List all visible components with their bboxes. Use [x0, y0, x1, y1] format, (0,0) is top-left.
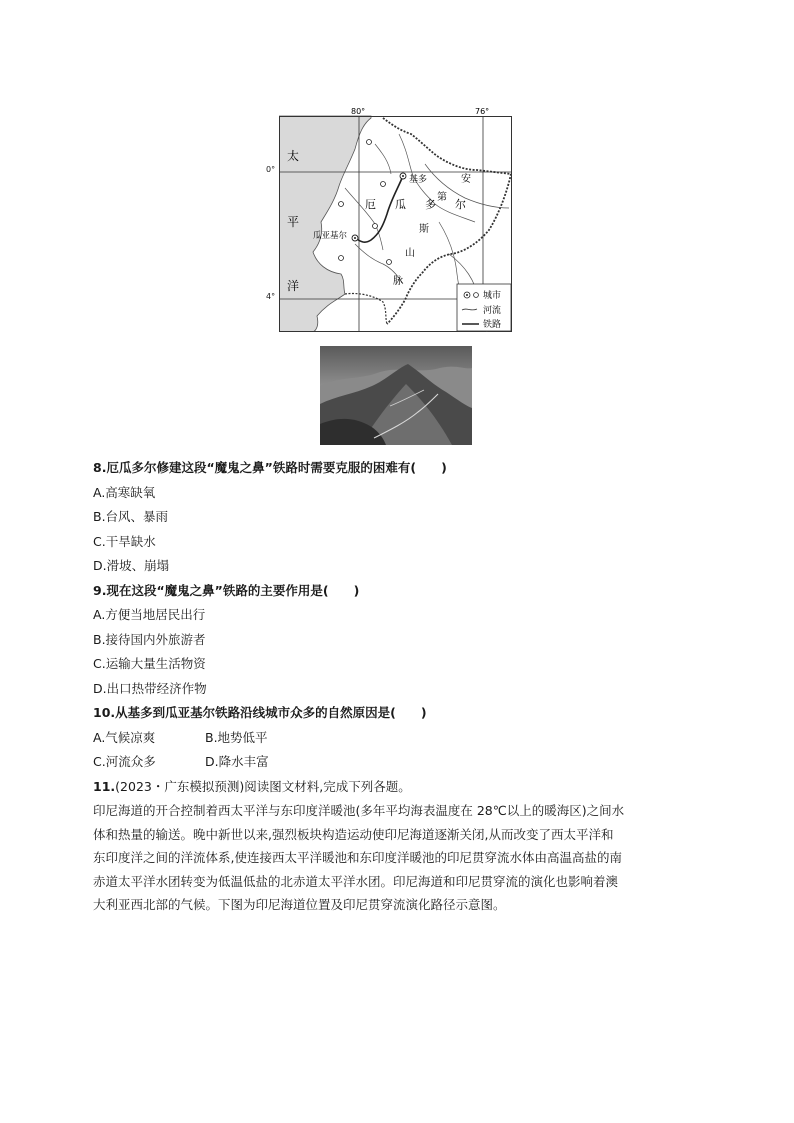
- option-10d: D.降水丰富: [205, 754, 269, 769]
- paragraph-line: 东印度洋之间的洋流体系,使连接西太平洋暖池和东印度洋暖池的印尼贯穿流水体由高温高盐的南: [93, 850, 622, 865]
- option-9c: C.运输大量生活物资: [93, 656, 206, 671]
- ocean-label-char: 平: [287, 215, 300, 229]
- option-10a: A.气候凉爽: [93, 729, 156, 745]
- mountain-label-char: 山: [405, 248, 415, 259]
- legend-label-river: 河流: [483, 306, 502, 316]
- question-number: 11.: [93, 778, 116, 794]
- country-label-char: 尔: [455, 198, 466, 211]
- legend-label-railway: 铁路: [483, 320, 502, 330]
- paragraph-line: 印尼海道的开合控制着西太平洋与东印度洋暖池(多年平均海表温度在 28℃以上的暖海区)之间水: [93, 803, 625, 818]
- ocean-label-char: 太: [287, 149, 300, 163]
- question-10: [93, 701, 733, 726]
- question-text: 从基多到瓜亚基尔铁路沿线城市众多的自然原因是( ): [115, 705, 427, 720]
- option-8a: A.高寒缺氧: [93, 484, 156, 500]
- question-text: 现在这段“魔鬼之鼻”铁路的主要作用是( ): [106, 582, 360, 598]
- lat-label-4: 4°: [266, 292, 276, 301]
- country-label-char: 多: [425, 198, 436, 211]
- question-number: 9.: [93, 582, 107, 598]
- question-number: 10.: [93, 705, 116, 720]
- question-11: [93, 775, 733, 800]
- option-10c: C.河流众多: [93, 754, 156, 769]
- legend-label-city: 城市: [483, 291, 502, 301]
- paragraph-line: 大利亚西北部的气候。下图为印尼海道位置及印尼贯穿流演化路径示意图。: [93, 897, 506, 912]
- mountain-label-char: 第: [437, 192, 447, 203]
- option-9b: B.接待国内外旅游者: [93, 631, 206, 647]
- question-8: [93, 456, 733, 481]
- lat-label-0: 0°: [266, 165, 276, 174]
- paragraph-line: 体和热量的输送。晚中新世以来,强烈板块构造运动使印尼海道逐渐关闭,从而改变了西太平洋和: [93, 826, 614, 842]
- mountain-label-char: 安: [461, 174, 471, 185]
- material-paragraph: [93, 799, 733, 917]
- option-row: [93, 750, 733, 775]
- question-9: [93, 579, 733, 604]
- lon-label-76: 76°: [475, 107, 490, 116]
- map-svg: [279, 104, 512, 332]
- mountain-railway-photo: [320, 346, 472, 445]
- option-8b: B.台风、暴雨: [93, 509, 169, 524]
- river-line: [375, 144, 391, 174]
- option-9d: D.出口热带经济作物: [93, 680, 207, 696]
- lon-label-80: 80°: [351, 107, 366, 116]
- mountain-label-char: 斯: [419, 224, 429, 235]
- question-list: [93, 456, 733, 917]
- river-line: [345, 188, 383, 250]
- option-row: [93, 726, 733, 751]
- mountain-label-char: 脉: [393, 276, 403, 287]
- option-10b: B.地势低平: [205, 729, 268, 745]
- city-label-guayaquil: 瓜亚基尔: [313, 231, 348, 241]
- question-text: 厄瓜多尔修建这段“魔鬼之鼻”铁路时需要克服的困难有( ): [106, 460, 447, 475]
- option-8c: C.干旱缺水: [93, 533, 156, 549]
- country-label-char: 厄: [365, 198, 376, 211]
- question-intro: (2023・广东模拟预测)阅读图文材料,完成下列各题。: [115, 778, 411, 794]
- option-9a: A.方便当地居民出行: [93, 607, 206, 622]
- ecuador-map: [266, 104, 512, 332]
- country-label-char: 瓜: [395, 198, 406, 211]
- ocean-label-char: 洋: [287, 279, 300, 293]
- paragraph-line: 赤道太平洋水团转变为低温低盐的北赤道太平洋水团。印尼海道和印尼贯穿流的演化也影响着澳: [93, 873, 619, 889]
- question-number: 8.: [93, 460, 107, 475]
- option-8d: D.滑坡、崩塌: [93, 558, 170, 573]
- city-label-quito: 基多: [409, 175, 428, 185]
